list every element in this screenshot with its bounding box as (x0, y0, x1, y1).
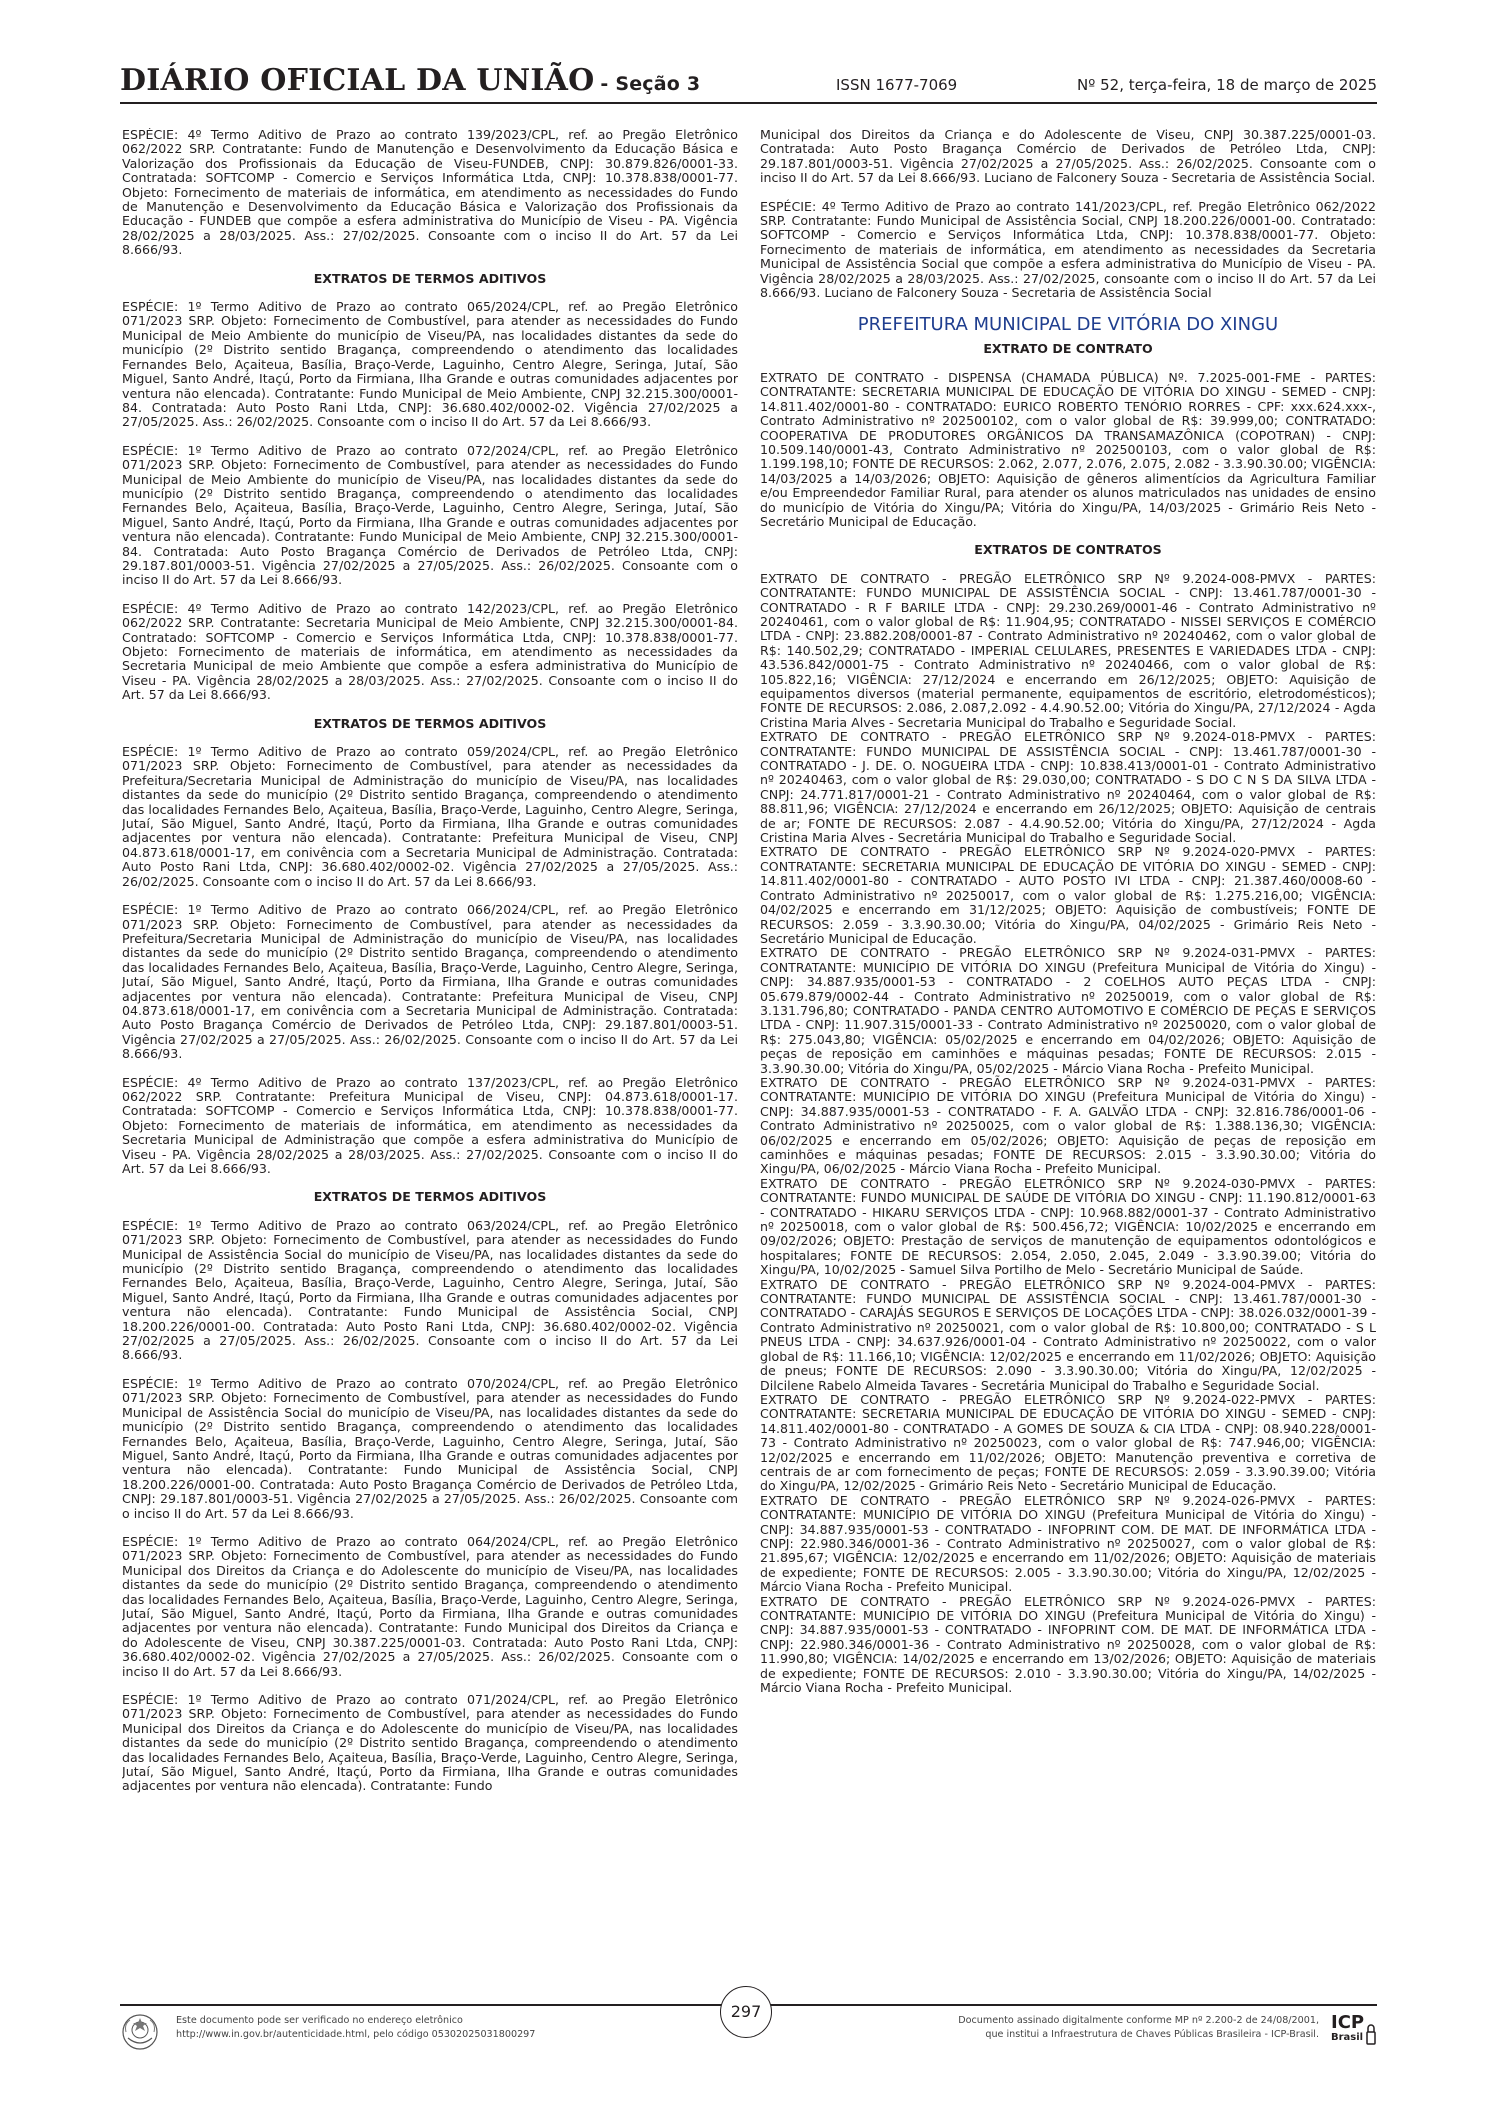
notice-paragraph: ESPÉCIE: 4º Termo Aditivo de Prazo ao contrato 139/2023/CPL, ref. ao Pregão Eletrônico 062/2022 SRP. Contratante: Fundo de Manutenção e Desenvolvimento da Educação Básica e Valorização dos Profissionais da Educação de Viseu-FUNDEB, CNPJ: 30.879.826/0001-33. Contratada: SOFTCOMP - Comercio e Serviços Informática Ltda, CNPJ: 10.378.838/0001-77. Objeto: Fornecimento de materiais de informática, em atendimento as necessidades do Fundo de Manutenção e Desenvolvimento da Educação Básica e Valorização dos Profissionais da Educação - FUNDEB que compõe a esfera administrativa do Município de Viseu - PA. Vigência 28/02/2025 a 28/03/2025. Ass.: 27/02/2025. Consoante com o inciso II do Art. 57 da Lei 8.666/93. (122, 128, 738, 258)
notice-paragraph: EXTRATO DE CONTRATO - DISPENSA (CHAMADA PÚBLICA) Nº. 7.2025-001-FME - PARTES: CONTRATANTE: SECRETARIA MUNICIPAL DE EDUCAÇÃO DE VITÓRIA DO XINGU - SEMED - CNPJ: 14.811.402/0001-80 - CONTRATADO: EURICO ROBERTO TENÓRIO RORRES - CPF: xxx.624.xxx-, Contrato Administrativo nº 202500102, com o valor global de R$: 39.999,00; CONTRATADO: COOPERATIVA DE PRODUTORES ORGÂNICOS DA TRANSAMAZÔNICA (COPOTRAN) - CNPJ: 10.509.140/0001-43, Contrato Administrativo nº 202500103, com o valor global de R$: 1.199.198,10; FONTE DE RECURSOS: 2.062, 2.077, 2.076, 2.075, 2.082 - 3.3.90.30.00; VIGÊNCIA: 14/03/2025 a 14/03/2026; OBJETO: Aquisição de gêneros alimentícios da Agricultura Familiar e/ou Empreendedor Familiar Rural, para atender os alunos matriculados nas unidades de ensino do município de Vitória do Xingu/PA; Vitória do Xingu/PA, 14/03/2025 - Grimário Reis Neto - Secretário Municipal de Educação. (760, 369, 1376, 529)
page-header (120, 60, 1377, 104)
notice-paragraph: ESPÉCIE: 1º Termo Aditivo de Prazo ao contrato 065/2024/CPL, ref. ao Pregão Eletrônico 071/2023 SRP. Objeto: Fornecimento de Combustível, para atender as necessidades do Fundo Municipal de Meio Ambiente do município de Viseu/PA, nas localidades distantes da sede do município (2º Distrito sentido Bragança, compreendendo o atendimento das localidades Fernandes Belo, Açaiteua, Basília, Braço-Verde, Laguinho, Centro Alegre, Seringa, Jutaí, São Miguel, Santo André, Itaçú, Porto da Firmiana, Ilha Grande e outras comunidades adjacentes por ventura não elencada). Contratante: Fundo Municipal de Meio Ambiente, CNPJ 32.215.300/0001-84. Contratada: Auto Posto Rani Ltda, CNPJ: 36.680.402/0002-02. Vigência 27/02/2025 a 27/05/2025. Ass.: 26/02/2025. Consoante com o inciso II do Art. 57 da Lei 8.666/93. (122, 299, 738, 430)
notice-paragraph: ESPÉCIE: 1º Termo Aditivo de Prazo ao contrato 059/2024/CPL, ref. ao Pregão Eletrônico 071/2023 SRP. Objeto: Fornecimento de Combustível, para atender as necessidades da Prefeitura/Secretaria Municipal de Administração do município de Viseu/PA, nas localidades distantes da sede do município (2º Distrito sentido Bragança, compreendendo o atendimento das localidades Fernandes Belo, Açaiteua, Basília, Braço-Verde, Laguinho, Centro Alegre, Seringa, Jutaí, São Miguel, Santo André, Itaçú, Porto da Firmiana, Ilha Grande e outras comunidades adjacentes por ventura não elencada). Contratante: Prefeitura Municipal de Viseu, CNPJ 04.873.618/0001-17, em conivência com a Secretaria Municipal de Administração. Contratada: Auto Posto Rani Ltda, CNPJ: 36.680.402/0002-02. Vigência 27/02/2025 a 27/05/2025. Ass.: 26/02/2025. Consoante com o inciso II do Art. 57 da Lei 8.666/93. (122, 744, 738, 889)
section-heading: EXTRATOS DE TERMOS ADITIVOS (313, 715, 547, 731)
contract-extract: EXTRATO DE CONTRATO - PREGÃO ELETRÔNICO SRP Nº 9.2024-030-PMVX - PARTES: CONTRATANTE: FUNDO MUNICIPAL DE SAÚDE DE VITÓRIA DO XINGU - CNPJ: 11.190.812/0001-63 - CONTRATADO - HIKARU SERVIÇOS LTDA - CNPJ: 10.968.882/0001-37 - Contrato Administrativo nº 20250018, com o valor global de R$: 500.456,72; VIGÊNCIA: 10/02/2025 e encerrando em 09/02/2026; OBJETO: Prestação de serviços de manutenção de equipamentos odontológicos e hospitalares; FONTE DE RECURSOS: 2.054, 2.050, 2.045, 2.049 - 3.3.90.39.00; Vitória do Xingu/PA, 10/02/2025 - Samuel Silva Portilho de Melo - Secretário Municipal de Saúde. (760, 1175, 1376, 1278)
organization-title: PREFEITURA MUNICIPAL DE VITÓRIA DO XINGU (857, 314, 1279, 336)
signature-line-2: que institui a Infraestrutura de Chaves Públicas Brasileira - ICP-Brasil. (985, 2029, 1319, 2040)
contract-extract: EXTRATO DE CONTRATO - PREGÃO ELETRÔNICO SRP Nº 9.2024-020-PMVX - PARTES: CONTRATANTE: SECRETARIA MUNICIPAL DE EDUCAÇÃO DE VITÓRIA DO XINGU - SEMED - CNPJ: 14.811.402/0001-80 - CONTRATADO - AUTO POSTO IVI LTDA - CNPJ: 21.387.460/0008-60 - Contrato Administrativo nº 20250017, com o valor global de R$: 1.275.216,00; VIGÊNCIA: 04/02/2025 e encerrando em 31/12/2025; OBJETO: Aquisição de combustíveis; FONTE DE RECURSOS: 2.059 - 3.3.90.30.00; Vitória do Xingu/PA, 04/02/2025 - Grimário Reis Neto - Secretário Municipal de Educação. (760, 844, 1376, 946)
verification-note (176, 2014, 535, 2042)
notice-paragraph: ESPÉCIE: 1º Termo Aditivo de Prazo ao contrato 063/2024/CPL, ref. ao Pregão Eletrônico 071/2023 SRP. Objeto: Fornecimento de Combustível, para atender as necessidades do Fundo Municipal de Assistência Social do município de Viseu/PA, nas localidades distantes da sede do município (2º Distrito sentido Bragança, compreendendo o atendimento das localidades Fernandes Belo, Açaiteua, Basília, Braço-Verde, Laguinho, Centro Alegre, Seringa, Jutaí, São Miguel, Santo André, Itaçú, Porto da Firmiana, Ilha Grande e outras comunidades adjacentes por ventura não elencada). Contratante: Fundo Municipal de Assistência Social, CNPJ 18.200.226/0001-00. Contratada: Auto Posto Rani Ltda, CNPJ: 36.680.402/0002-02. Vigência 27/02/2025 a 27/05/2025. Ass.: 26/02/2025. Consoante com o inciso II do Art. 57 da Lei 8.666/93. (122, 1217, 738, 1363)
signature-line-1: Documento assinado digitalmente conforme MP nº 2.200-2 de 24/08/2001, (958, 2015, 1319, 2026)
section-heading: EXTRATO DE CONTRATO (983, 341, 1153, 357)
contract-extract: EXTRATO DE CONTRATO - PREGÃO ELETRÔNICO SRP Nº 9.2024-031-PMVX - PARTES: CONTRATANTE: MUNICÍPIO DE VITÓRIA DO XINGU (Prefeitura Municipal de Vitória do Xingu) - CNPJ: 34.887.935/0001-53 - CONTRATADO - 2 COELHOS AUTO PEÇAS LTDA - CNPJ: 05.679.879/0002-44 - Contrato Administrativo nº 20250019, com o valor global de R$: 3.131.796,80; CONTRATADO - PANDA CENTRO AUTOMOTIVO E COMÉRCIO DE PEÇAS E SERVIÇOS LTDA - CNPJ: 11.907.315/0001-33 - Contrato Administrativo nº 20250020, com o valor global de R$: 275.043,80; VIGÊNCIA: 05/02/2025 e encerrando em 04/02/2026; OBJETO: Aquisição de peças de reposição em caminhões e máquinas pesadas; FONTE DE RECURSOS: 2.015 - 3.3.90.30.00; Vitória do Xingu/PA, 05/02/2025 - Márcio Viana Rocha - Prefeito Municipal. (760, 945, 1376, 1076)
section-label: - Seção 3 (600, 73, 701, 95)
contract-extract: EXTRATO DE CONTRATO - PREGÃO ELETRÔNICO SRP Nº 9.2024-031-PMVX - PARTES: CONTRATANTE: MUNICÍPIO DE VITÓRIA DO XINGU (Prefeitura Municipal de Vitória do Xingu) - CNPJ: 34.887.935/0001-53 - CONTRATADO - F. A. GALVÃO LTDA - CNPJ: 32.816.786/0001-06 - Contrato Administrativo nº 20250025, com o valor global de R$: 1.388.136,30; VIGÊNCIA: 06/02/2025 e encerrando em 05/02/2026; OBJETO: Aquisição de peças de reposição em caminhões e máquinas pesadas; FONTE DE RECURSOS: 2.015 - 3.3.90.30.00; Vitória do Xingu/PA, 06/02/2025 - Márcio Viana Rocha - Prefeito Municipal. (760, 1074, 1376, 1177)
contract-extract: EXTRATO DE CONTRATO - PREGÃO ELETRÔNICO SRP Nº 9.2024-026-PMVX - PARTES: CONTRATANTE: MUNICÍPIO DE VITÓRIA DO XINGU (Prefeitura Municipal de Vitória do Xingu) - CNPJ: 34.887.935/0001-53 - CONTRATADO - INFOPRINT COM. DE MAT. DE INFORMÁTICA LTDA - CNPJ: 22.980.346/0001-36 - Contrato Administrativo nº 20250027, com o valor global de R$: 21.895,67; VIGÊNCIA: 12/02/2025 e encerrando em 11/02/2026; OBJETO: Aquisição de materiais de expediente; FONTE DE RECURSOS: 2.005 - 3.3.90.30.00; Vitória do Xingu/PA, 12/02/2025 - Márcio Viana Rocha - Prefeito Municipal. (760, 1492, 1376, 1595)
notice-paragraph: ESPÉCIE: 1º Termo Aditivo de Prazo ao contrato 070/2024/CPL, ref. ao Pregão Eletrônico 071/2023 SRP. Objeto: Fornecimento de Combustível, para atender as necessidades do Fundo Municipal de Assistência Social do município de Viseu/PA, nas localidades distantes da sede do município (2º Distrito sentido Bragança, compreendendo o atendimento das localidades Fernandes Belo, Açaiteua, Basília, Braço-Verde, Laguinho, Centro Alegre, Seringa, Jutaí, São Miguel, Santo André, Itaçú, Porto da Firmiana, Ilha Grande e outras comunidades adjacentes por ventura não elencada). Contratante: Fundo Municipal de Assistência Social, CNPJ 18.200.226/0001-00. Contratada: Auto Posto Bragança Comércio de Derivados de Petróleo Ltda, CNPJ: 29.187.801/0003-51. Vigência 27/02/2025 a 27/05/2025. Ass.: 26/02/2025. Consoante com o inciso II do Art. 57 da Lei 8.666/93. (122, 1375, 738, 1521)
icp-brasil-logo-icon (1329, 2010, 1377, 2054)
page-footer (120, 2004, 1377, 2056)
right-column (760, 128, 1376, 1993)
contract-extract: EXTRATO DE CONTRATO - PREGÃO ELETRÔNICO SRP Nº 9.2024-018-PMVX - PARTES: CONTRATANTE: FUNDO MUNICIPAL DE ASSISTÊNCIA SOCIAL - CNPJ: 13.461.787/0001-30 - CONTRATADO - J. DE. O. NOGUEIRA LTDA - CNPJ: 10.838.413/0001-01 - Contrato Administrativo nº 20240463, com o valor global de R$: 29.030,00; CONTRATADO - S DO C N S DA SILVA LTDA - CNPJ: 24.771.817/0001-21 - Contrato Administrativo nº 20240464, com o valor global de R$: 88.811,96; VIGÊNCIA: 27/12/2024 e encerrando em 26/12/2025; OBJETO: Aquisição de centrais de ar; FONTE DE RECURSOS: 2.087 - 4.4.90.52.00; Vitória do Xingu/PA, 27/12/2024 - Agda Cristina Maria Alves - Secretária Municipal do Trabalho e Seguridade Social. (760, 729, 1376, 846)
icp-logo-text: ICP (1331, 2012, 1365, 2033)
republic-emblem-icon (120, 2012, 160, 2052)
icp-logo-subtext: Brasil (1331, 2032, 1364, 2043)
page-number: 297 (720, 1986, 772, 2038)
issue-date: Nº 52, terça-feira, 18 de março de 2025 (1077, 76, 1377, 94)
contract-extract: EXTRATO DE CONTRATO - PREGÃO ELETRÔNICO SRP Nº 9.2024-022-PMVX - PARTES: CONTRATANTE: SECRETARIA MUNICIPAL DE EDUCAÇÃO DE VITÓRIA DO XINGU - SEMED - CNPJ: 14.811.402/0001-80 - CONTRATADO - A GOMES DE SOUZA & CIA LTDA - CNPJ: 08.940.228/0001-73 - Contrato Administrativo nº 20250023, com o valor global de R$: 747.946,00; VIGÊNCIA: 12/02/2025 e encerrando em 11/02/2026; OBJETO: Manutenção preventiva e corretiva de centrais de ar com fornecimento de peças; FONTE DE RECURSOS: 2.059 - 3.3.90.39.00; Vitória do Xingu/PA, 12/02/2025 - Grimário Reis Neto - Secretário Municipal de Educação. (760, 1391, 1376, 1494)
section-heading: EXTRATOS DE TERMOS ADITIVOS (313, 270, 547, 286)
verification-link[interactable]: http://www.in.gov.br/autenticidade.html, pelo código 05302025031800297 (176, 2029, 536, 2040)
section-heading: EXTRATOS DE CONTRATOS (974, 542, 1162, 558)
publication-title: DIÁRIO OFICIAL DA UNIÃO - Seção 3 (120, 63, 701, 98)
contract-extract: EXTRATO DE CONTRATO - PREGÃO ELETRÔNICO SRP Nº 9.2024-008-PMVX - PARTES: CONTRATANTE: FUNDO MUNICIPAL DE ASSISTÊNCIA SOCIAL - CNPJ: 13.461.787/0001-30 - CONTRATADO - R F BARILE LTDA - CNPJ: 29.230.269/0001-46 - Contrato Administrativo nº 20240461, com o valor global de R$: 11.904,95; CONTRATADO - NISSEI SERVIÇOS E COMÉRCIO LTDA - CNPJ: 23.882.208/0001-87 - Contrato Administrativo nº 20240462, com o valor global de R$: 140.502,29; CONTRATADO - IMPERIAL CELULARES, PRESENTES E VARIEDADES LTDA - CNPJ: 43.536.842/0001-75 - Contrato Administrativo nº 20240466, com o valor global de R$: 105.822,16; VIGÊNCIA: 27/12/2024 e encerrando em 26/12/2025; OBJETO: Aquisição de equipamentos diversos (material permanente, equipamentos de escritório, eletrodomésticos); FONTE DE RECURSOS: 2.086, 2.087,2.092 - 4.4.90.52.00; Vitória do Xingu/PA, 27/12/2024 - Agda Cristina Maria Alves - Secretaria Municipal do Trabalho e Seguridade Social. (760, 570, 1376, 730)
notice-paragraph: Municipal dos Direitos da Criança e do Adolescente de Viseu, CNPJ 30.387.225/0001-03. Contratada: Auto Posto Bragança Comércio de Derivados de Petróleo Ltda, CNPJ: 29.187.801/0003-51. Vigência 27/02/2025 a 27/05/2025. Ass.: 26/02/2025. Consoante com o inciso II do Art. 57 da Lei 8.666/93. Luciano de Falconery Souza - Secretaria de Assistência Social. (760, 128, 1376, 186)
left-column (122, 128, 738, 1993)
contract-extract: EXTRATO DE CONTRATO - PREGÃO ELETRÔNICO SRP Nº 9.2024-004-PMVX - PARTES: CONTRATANTE: FUNDO MUNICIPAL DE ASSISTÊNCIA SOCIAL - CNPJ: 13.461.787/0001-30 - CONTRATADO - CARAJÁS SEGUROS E SERVIÇOS DE LOCAÇÕES LTDA - CNPJ: 38.026.032/0001-39 - Contrato Administrativo nº 20250021, com o valor global de R$: 10.800,00; CONTRATADO - S L PNEUS LTDA - CNPJ: 34.637.926/0001-04 - Contrato Administrativo nº 20250022, com o valor global de R$: 11.166,10; VIGÊNCIA: 12/02/2025 e encerrando em 11/02/2026; OBJETO: Aquisição de pneus; FONTE DE RECURSOS: 2.090 - 3.3.90.30.00; Vitória do Xingu/PA, 12/02/2025 - Dilcilene Rabelo Almeida Tavares - Secretária Municipal do Trabalho e Seguridade Social. (760, 1276, 1376, 1393)
notice-paragraph: ESPÉCIE: 4º Termo Aditivo de Prazo ao contrato 142/2023/CPL, ref. ao Pregão Eletrônico 062/2022 SRP. Contratante: Secretaria Municipal de Meio Ambiente, CNPJ 32.215.300/0001-84. Contratado: SOFTCOMP - Comercio e Serviços Informática Ltda, CNPJ: 10.378.838/0001-77. Objeto: Fornecimento de materiais de informática, em atendimento as necessidades da Secretaria Municipal de meio Ambiente que compõe a esfera administrativa do Município de Viseu - PA. Vigência 28/02/2025 a 28/03/2025. Ass.: 27/02/2025. Consoante com o inciso II do Art. 57 da Lei 8.666/93. (122, 600, 738, 703)
notice-paragraph: ESPÉCIE: 4º Termo Aditivo de Prazo ao contrato 141/2023/CPL, ref. Pregão Eletrônico 062/2022 SRP. Contratante: Fundo Municipal de Assistência Social, CNPJ 18.200.226/0001-00. Contratado: SOFTCOMP - Comercio e Serviços Informática Ltda, CNPJ: 10.378.838/0001-77. Objeto: Fornecimento de materiais de informática, em atendimento as necessidades da Secretaria Municipal de Assistência Social que compõe a esfera administrativa do Município de Viseu - PA. Vigência 28/02/2025 a 28/03/2025. Ass.: 27/02/2025, consoante com o inciso II do Art. 57 da Lei 8.666/93. Luciano de Falconery Souza - Secretaria de Assistência Social (760, 198, 1376, 301)
section-heading: EXTRATOS DE TERMOS ADITIVOS (313, 1189, 547, 1205)
notice-paragraph: ESPÉCIE: 1º Termo Aditivo de Prazo ao contrato 066/2024/CPL, ref. ao Pregão Eletrônico 071/2023 SRP. Objeto: Fornecimento de Combustível, para atender as necessidades da Prefeitura/Secretaria Municipal de Administração do município de Viseu/PA, nas localidades distantes da sede do município (2º Distrito sentido Bragança, compreendendo o atendimento das localidades Fernandes Belo, Açaiteua, Basília, Braço-Verde, Laguinho, Centro Alegre, Seringa, Jutaí, São Miguel, Santo André, Itaçú, Porto da Firmiana, Ilha Grande e outras comunidades adjacentes por ventura não elencada). Contratante: Prefeitura Municipal de Viseu, CNPJ 04.873.618/0001-17, em conivência com a Secretaria Municipal de Administração. Contratada: Auto Posto Bragança Comércio de Derivados de Petróleo Ltda, CNPJ: 29.187.801/0003-51. Vigência 27/02/2025 a 27/05/2025. Ass.: 26/02/2025. Consoante com o inciso II do Art. 57 da Lei 8.666/93. (122, 902, 738, 1062)
issn: ISSN 1677-7069 (836, 76, 958, 94)
notice-paragraph: ESPÉCIE: 4º Termo Aditivo de Prazo ao contrato 137/2023/CPL, ref. ao Pregão Eletrônico 062/2022 SRP. Contratante: Prefeitura Municipal de Viseu, CNPJ: 04.873.618/0001-17. Contratada: SOFTCOMP - Comercio e Serviços Informática Ltda, CNPJ: 10.378.838/0001-77. Objeto: Fornecimento de materiais de informática, em atendimento as necessidades da Secretaria Municipal de Administração que compõe a esfera administrativa do Município de Viseu - PA. Vigência 28/02/2025 a 28/03/2025. Ass.: 27/02/2025. Consoante com o inciso II do Art. 57 da Lei 8.666/93. (122, 1074, 738, 1176)
verification-line-1: Este documento pode ser verificado no endereço eletrônico (176, 2015, 463, 2026)
contract-extract: EXTRATO DE CONTRATO - PREGÃO ELETRÔNICO SRP Nº 9.2024-026-PMVX - PARTES: CONTRATANTE: MUNICÍPIO DE VITÓRIA DO XINGU (Prefeitura Municipal de Vitória do Xingu) - CNPJ: 34.887.935/0001-53 - CONTRATADO - INFOPRINT COM. DE MAT. DE INFORMÁTICA LTDA - CNPJ: 22.980.346/0001-36 - Contrato Administrativo nº 20250028, com o valor global de R$: 11.990,80; VIGÊNCIA: 14/02/2025 e encerrando em 13/02/2026; OBJETO: Aquisição de materiais de expediente; FONTE DE RECURSOS: 2.010 - 3.3.90.30.00; Vitória do Xingu/PA, 14/02/2025 - Márcio Viana Rocha - Prefeito Municipal. (760, 1593, 1376, 1696)
signature-note (958, 2014, 1319, 2042)
notice-paragraph: ESPÉCIE: 1º Termo Aditivo de Prazo ao contrato 064/2024/CPL, ref. ao Pregão Eletrônico 071/2023 SRP. Objeto: Fornecimento de Combustível, para atender as necessidades do Fundo Municipal dos Direitos da Criança e do Adolescente do município de Viseu/PA, nas localidades distantes da sede do município (2º Distrito sentido Bragança, compreendendo o atendimento das localidades Fernandes Belo, Açaiteua, Basília, Braço-Verde, Laguinho, Centro Alegre, Seringa, Jutaí, São Miguel, Santo André, Itaçú, Porto da Firmiana, Ilha Grande e outras comunidades adjacentes por ventura não elencada). Contratante: Fundo Municipal dos Direitos da Criança e do Adolescente de Viseu, CNPJ 30.387.225/0001-03. Contratada: Auto Posto Rani Ltda, CNPJ: 36.680.402/0002-02. Vigência 27/02/2025 a 27/05/2025. Ass.: 26/02/2025. Consoante com o inciso II do Art. 57 da Lei 8.666/93. (122, 1533, 738, 1679)
notice-paragraph: ESPÉCIE: 1º Termo Aditivo de Prazo ao contrato 072/2024/CPL, ref. ao Pregão Eletrônico 071/2023 SRP. Objeto: Fornecimento de Combustível, para atender as necessidades do Fundo Municipal de Meio Ambiente do município de Viseu/PA, nas localidades distantes da sede do município (2º Distrito sentido Bragança, compreendendo o atendimento das localidades Fernandes Belo, Açaiteua, Basília, Braço-Verde, Laguinho, Centro Alegre, Seringa, Jutaí, São Miguel, Santo André, Itaçú, Porto da Firmiana, Ilha Grande e outras comunidades adjacentes por ventura não elencada). Contratante: Fundo Municipal de Meio Ambiente, CNPJ 32.215.300/0001-84. Contratada: Auto Posto Bragança Comércio de Derivados de Petróleo Ltda, CNPJ: 29.187.801/0003-51. Vigência 27/02/2025 a 27/05/2025. Ass.: 26/02/2025. Consoante com o inciso II do Art. 57 da Lei 8.666/93. (122, 442, 738, 588)
notice-paragraph: ESPÉCIE: 1º Termo Aditivo de Prazo ao contrato 071/2024/CPL, ref. ao Pregão Eletrônico 071/2023 SRP. Objeto: Fornecimento de Combustível, para atender as necessidades do Fundo Municipal dos Direitos da Criança e do Adolescente do município de Viseu/PA, nas localidades distantes da sede do município (2º Distrito sentido Bragança, compreendendo o atendimento das localidades Fernandes Belo, Açaiteua, Basília, Braço-Verde, Laguinho, Centro Alegre, Seringa, Jutaí, São Miguel, Santo André, Itaçú, Porto da Firmiana, Ilha Grande e outras comunidades adjacentes por ventura não elencada). Contratante: Fundo (122, 1692, 738, 1794)
